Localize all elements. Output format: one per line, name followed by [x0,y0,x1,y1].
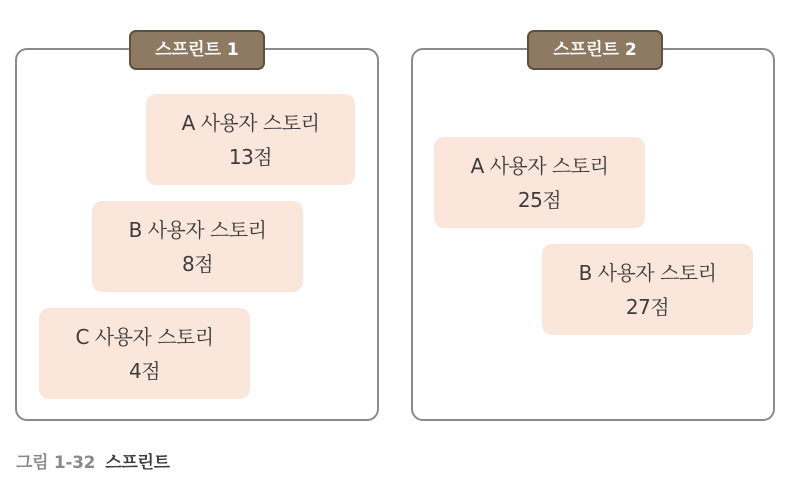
figure-number: 그림 1-32 [16,453,96,473]
figure-title: 스프린트 [105,453,170,473]
sprint-2-box [411,40,775,421]
story-title: A 사용자 스토리 [470,153,609,178]
story-points: 27점 [625,294,670,319]
sprint-1-box [15,40,379,421]
story-title: A 사용자 스토리 [181,110,320,135]
sprint-2-story-a-card [434,137,645,228]
sprint-1-story-b-card [92,201,303,292]
sprint-2-label: 스프린트 2 [527,30,663,70]
sprint-1-label: 스프린트 1 [129,30,265,70]
sprint-1-story-c-card [39,308,250,399]
story-points: 13점 [228,144,273,169]
story-title: B 사용자 스토리 [578,260,717,285]
sprint-1-story-a-card [146,94,355,185]
figure-caption [16,448,170,473]
story-points: 8점 [181,251,214,276]
story-points: 4점 [128,358,161,383]
story-title: B 사용자 스토리 [128,217,267,242]
story-points: 25점 [517,187,562,212]
story-title: C 사용자 스토리 [75,324,214,349]
sprint-2-story-b-card [542,244,753,335]
